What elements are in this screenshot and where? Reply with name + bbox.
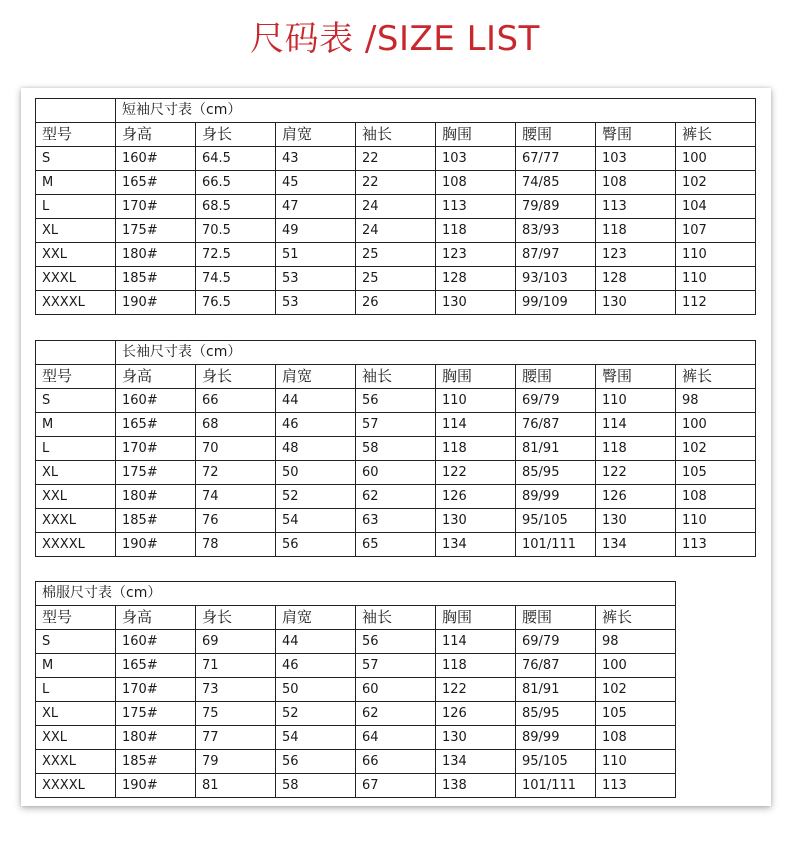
table-cell: 73: [196, 678, 276, 702]
table-cell: 175#: [116, 461, 196, 485]
table-cell: 110: [596, 389, 676, 413]
table-row: [36, 533, 756, 557]
table-cell: 175#: [116, 219, 196, 243]
table-cell: 128: [596, 267, 676, 291]
table-cell: 170#: [116, 437, 196, 461]
table-cell: 62: [356, 485, 436, 509]
table-cell: XXXL: [36, 750, 116, 774]
header-cell: 腰围: [516, 365, 596, 389]
table-cell: 64: [356, 726, 436, 750]
table-caption: 短袖尺寸表（cm）: [116, 99, 756, 123]
table-cell: 118: [436, 654, 516, 678]
table-cell: 122: [596, 461, 676, 485]
header-cell: 袖长: [356, 365, 436, 389]
table-cell: 118: [436, 437, 516, 461]
table-cell: 89/99: [516, 485, 596, 509]
table-cell: XXXXL: [36, 774, 116, 798]
table-row: [36, 171, 756, 195]
table-cell: 71: [196, 654, 276, 678]
header-cell: 胸围: [436, 606, 516, 630]
table-cell: 67: [356, 774, 436, 798]
table-cell: 76.5: [196, 291, 276, 315]
table-cell: 126: [436, 485, 516, 509]
table-cell: 170#: [116, 195, 196, 219]
table-row: [36, 291, 756, 315]
table-cell: S: [36, 630, 116, 654]
table-cell: 89/99: [516, 726, 596, 750]
table-cell: 160#: [116, 389, 196, 413]
table-cell: 123: [596, 243, 676, 267]
table-cell: 134: [596, 533, 676, 557]
long-sleeve-size-table: [35, 340, 756, 557]
table-cell: 48: [276, 437, 356, 461]
table-cell: 66: [356, 750, 436, 774]
table-cell: 93/103: [516, 267, 596, 291]
table-row: [36, 485, 756, 509]
table-cell: 68: [196, 413, 276, 437]
table-cell: 134: [436, 533, 516, 557]
table-cell: 74/85: [516, 171, 596, 195]
table-cell: 110: [436, 389, 516, 413]
table-caption: 棉服尺寸表（cm）: [36, 582, 676, 606]
table-cell: 57: [356, 654, 436, 678]
table-cell: 60: [356, 678, 436, 702]
table-cell: 110: [596, 750, 676, 774]
header-cell: 身高: [116, 365, 196, 389]
table-cell: 118: [596, 219, 676, 243]
table-cell: 190#: [116, 291, 196, 315]
table-header-row: [36, 365, 756, 389]
table-cell: 165#: [116, 413, 196, 437]
table-cell: 180#: [116, 485, 196, 509]
table-cell: 77: [196, 726, 276, 750]
table-cell: 126: [596, 485, 676, 509]
table-cell: 113: [596, 774, 676, 798]
table-header-row: [36, 606, 676, 630]
table-cell: 165#: [116, 171, 196, 195]
table-cell: 66.5: [196, 171, 276, 195]
table-cell: 105: [676, 461, 756, 485]
table-cell: 74.5: [196, 267, 276, 291]
table-cell: 26: [356, 291, 436, 315]
header-cell: 身长: [196, 123, 276, 147]
header-cell: 腰围: [516, 123, 596, 147]
table-cell: 76/87: [516, 654, 596, 678]
header-cell: 型号: [36, 123, 116, 147]
table-row: [36, 243, 756, 267]
table-cell: 58: [276, 774, 356, 798]
table-cell: M: [36, 413, 116, 437]
table-cell: 87/97: [516, 243, 596, 267]
header-cell: 裤长: [676, 123, 756, 147]
table-cell: 126: [436, 702, 516, 726]
caption-spacer-cell: [36, 341, 116, 365]
table-cell: 99/109: [516, 291, 596, 315]
table-cell: 65: [356, 533, 436, 557]
table-caption-row: [36, 582, 676, 606]
table-cell: XXXXL: [36, 533, 116, 557]
table-cell: 64.5: [196, 147, 276, 171]
table-cell: 60: [356, 461, 436, 485]
table-cell: 76/87: [516, 413, 596, 437]
table-cell: 123: [436, 243, 516, 267]
table-cell: 108: [596, 726, 676, 750]
table-cell: XXL: [36, 726, 116, 750]
table-cell: 76: [196, 509, 276, 533]
table-cell: 105: [596, 702, 676, 726]
table-row: [36, 630, 676, 654]
table-cell: 185#: [116, 750, 196, 774]
table-cell: L: [36, 678, 116, 702]
header-cell: 腰围: [516, 606, 596, 630]
table-cell: 102: [676, 437, 756, 461]
table-cell: 56: [356, 389, 436, 413]
table-cell: 72.5: [196, 243, 276, 267]
table-cell: 102: [676, 171, 756, 195]
table-cell: 170#: [116, 678, 196, 702]
table-cell: 107: [676, 219, 756, 243]
table-caption-row: [36, 341, 756, 365]
table-cell: 113: [596, 195, 676, 219]
table-cell: 72: [196, 461, 276, 485]
table-cell: 110: [676, 509, 756, 533]
table-header-row: [36, 123, 756, 147]
table-row: [36, 267, 756, 291]
table-cell: 130: [436, 509, 516, 533]
header-cell: 型号: [36, 606, 116, 630]
table-cell: 185#: [116, 509, 196, 533]
table-cell: 54: [276, 509, 356, 533]
table-cell: 81/91: [516, 678, 596, 702]
table-row: [36, 750, 676, 774]
table-cell: 130: [596, 509, 676, 533]
table-cell: 25: [356, 243, 436, 267]
table-row: [36, 437, 756, 461]
table-cell: 134: [436, 750, 516, 774]
table-cell: 100: [596, 654, 676, 678]
table-cell: 52: [276, 485, 356, 509]
page-title: 尺码表 /SIZE LIST: [250, 19, 540, 59]
table-cell: 85/95: [516, 461, 596, 485]
table-row: [36, 774, 676, 798]
table-cell: 24: [356, 195, 436, 219]
table-cell: L: [36, 437, 116, 461]
table-cell: 51: [276, 243, 356, 267]
table-cell: 56: [356, 630, 436, 654]
table-row: [36, 219, 756, 243]
table-cell: 101/111: [516, 774, 596, 798]
header-cell: 袖长: [356, 123, 436, 147]
table-cell: 190#: [116, 533, 196, 557]
header-cell: 型号: [36, 365, 116, 389]
table-cell: 45: [276, 171, 356, 195]
size-chart-card: [21, 88, 771, 806]
table-cell: 85/95: [516, 702, 596, 726]
table-cell: L: [36, 195, 116, 219]
table-cell: 81/91: [516, 437, 596, 461]
table-cell: 130: [436, 726, 516, 750]
table-row: [36, 509, 756, 533]
cotton-coat-size-table: [35, 581, 676, 798]
table-cell: M: [36, 171, 116, 195]
table-cell: 46: [276, 654, 356, 678]
table-cell: S: [36, 147, 116, 171]
table-cell: 43: [276, 147, 356, 171]
header-cell: 身长: [196, 606, 276, 630]
table-cell: XL: [36, 219, 116, 243]
table-cell: 110: [676, 267, 756, 291]
table-cell: 79: [196, 750, 276, 774]
table-cell: 78: [196, 533, 276, 557]
header-cell: 身高: [116, 606, 196, 630]
table-cell: 113: [676, 533, 756, 557]
table-cell: 56: [276, 533, 356, 557]
table-cell: 22: [356, 147, 436, 171]
table-row: [36, 678, 676, 702]
table-row: [36, 654, 676, 678]
table-cell: 103: [596, 147, 676, 171]
table-cell: XXXL: [36, 509, 116, 533]
header-cell: 肩宽: [276, 606, 356, 630]
table-cell: 185#: [116, 267, 196, 291]
table-cell: 83/93: [516, 219, 596, 243]
table-cell: 62: [356, 702, 436, 726]
table-row: [36, 147, 756, 171]
table-cell: 98: [596, 630, 676, 654]
table-cell: 122: [436, 461, 516, 485]
table-cell: 108: [436, 171, 516, 195]
header-cell: 裤长: [596, 606, 676, 630]
table-cell: 118: [596, 437, 676, 461]
header-cell: 臀围: [596, 123, 676, 147]
table-cell: 67/77: [516, 147, 596, 171]
table-cell: XXXL: [36, 267, 116, 291]
table-row: [36, 461, 756, 485]
table-cell: 108: [676, 485, 756, 509]
table-cell: XXL: [36, 243, 116, 267]
table-cell: 95/105: [516, 750, 596, 774]
table-cell: 49: [276, 219, 356, 243]
table-cell: 110: [676, 243, 756, 267]
table-cell: 130: [436, 291, 516, 315]
table-cell: 70: [196, 437, 276, 461]
header-cell: 肩宽: [276, 365, 356, 389]
table-cell: 190#: [116, 774, 196, 798]
table-cell: 56: [276, 750, 356, 774]
table-cell: 130: [596, 291, 676, 315]
table-cell: XXL: [36, 485, 116, 509]
table-cell: 25: [356, 267, 436, 291]
table-cell: 54: [276, 726, 356, 750]
table-cell: 114: [436, 413, 516, 437]
table-cell: 24: [356, 219, 436, 243]
table-cell: 104: [676, 195, 756, 219]
table-caption: 长袖尺寸表（cm）: [116, 341, 756, 365]
table-cell: M: [36, 654, 116, 678]
table-cell: 118: [436, 219, 516, 243]
table-cell: 47: [276, 195, 356, 219]
table-cell: 70.5: [196, 219, 276, 243]
table-cell: 112: [676, 291, 756, 315]
header-cell: 身长: [196, 365, 276, 389]
table-cell: 44: [276, 389, 356, 413]
table-cell: 175#: [116, 702, 196, 726]
header-cell: 肩宽: [276, 123, 356, 147]
table-cell: 53: [276, 267, 356, 291]
table-cell: 102: [596, 678, 676, 702]
header-cell: 胸围: [436, 123, 516, 147]
table-cell: 22: [356, 171, 436, 195]
table-cell: 128: [436, 267, 516, 291]
table-cell: 53: [276, 291, 356, 315]
table-cell: 44: [276, 630, 356, 654]
table-cell: 114: [596, 413, 676, 437]
header-cell: 臀围: [596, 365, 676, 389]
table-row: [36, 726, 676, 750]
table-cell: 114: [436, 630, 516, 654]
table-cell: 180#: [116, 726, 196, 750]
table-cell: 100: [676, 413, 756, 437]
table-cell: 98: [676, 389, 756, 413]
table-cell: 68.5: [196, 195, 276, 219]
table-cell: 100: [676, 147, 756, 171]
table-cell: 81: [196, 774, 276, 798]
table-cell: 122: [436, 678, 516, 702]
table-row: [36, 702, 676, 726]
table-cell: 165#: [116, 654, 196, 678]
table-cell: 74: [196, 485, 276, 509]
table-cell: 69: [196, 630, 276, 654]
table-cell: 57: [356, 413, 436, 437]
table-cell: XL: [36, 461, 116, 485]
table-cell: 66: [196, 389, 276, 413]
table-cell: 101/111: [516, 533, 596, 557]
table-cell: 180#: [116, 243, 196, 267]
table-cell: 138: [436, 774, 516, 798]
header-cell: 裤长: [676, 365, 756, 389]
table-cell: 75: [196, 702, 276, 726]
header-cell: 袖长: [356, 606, 436, 630]
table-row: [36, 413, 756, 437]
table-cell: 63: [356, 509, 436, 533]
table-cell: 108: [596, 171, 676, 195]
table-caption-row: [36, 99, 756, 123]
header-cell: 身高: [116, 123, 196, 147]
table-cell: 160#: [116, 630, 196, 654]
header-cell: 胸围: [436, 365, 516, 389]
caption-spacer-cell: [36, 99, 116, 123]
table-cell: 50: [276, 678, 356, 702]
table-cell: S: [36, 389, 116, 413]
table-cell: 58: [356, 437, 436, 461]
table-cell: 69/79: [516, 389, 596, 413]
table-cell: 69/79: [516, 630, 596, 654]
table-cell: 103: [436, 147, 516, 171]
table-cell: XL: [36, 702, 116, 726]
table-cell: XXXXL: [36, 291, 116, 315]
table-cell: 95/105: [516, 509, 596, 533]
table-cell: 79/89: [516, 195, 596, 219]
table-cell: 160#: [116, 147, 196, 171]
table-cell: 52: [276, 702, 356, 726]
table-row: [36, 195, 756, 219]
table-cell: 46: [276, 413, 356, 437]
table-row: [36, 389, 756, 413]
short-sleeve-size-table: [35, 98, 756, 315]
table-cell: 113: [436, 195, 516, 219]
table-cell: 50: [276, 461, 356, 485]
